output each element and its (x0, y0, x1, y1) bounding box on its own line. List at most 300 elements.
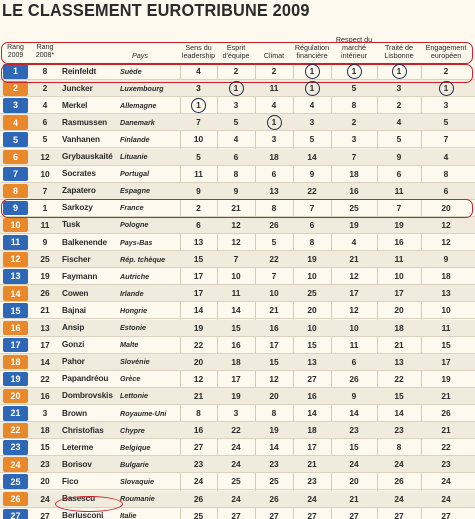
score-cell: 22 (307, 185, 317, 196)
score-cell: 21 (269, 305, 279, 316)
score-cell: 1 (233, 83, 239, 94)
score-cell: 9 (443, 254, 449, 265)
table-row (0, 217, 475, 234)
score-cell: 26 (269, 493, 279, 504)
table-row (0, 405, 475, 422)
score-cell: 7 (196, 117, 201, 128)
rank-2009-badge: 16 (3, 321, 28, 336)
score-cell: 16 (349, 185, 359, 196)
score-cell: 12 (193, 373, 204, 384)
score-cell: 6 (396, 168, 402, 179)
score-cell: 8 (233, 168, 239, 179)
rank-2009-badge: 10 (3, 218, 28, 233)
score-cell: 10 (441, 305, 451, 316)
score-cell: 23 (349, 425, 359, 436)
rank-2008-value: 24 (40, 493, 50, 504)
rank-2008-value: 5 (42, 134, 48, 145)
score-cell: 3 (351, 134, 357, 145)
score-cell: 27 (269, 510, 279, 519)
score-cell: 7 (443, 134, 449, 145)
rank-2009-badge: 8 (3, 184, 28, 199)
score-cell: 11 (441, 322, 451, 333)
leader-name: Grybauskaité (62, 152, 113, 161)
header-rank-2008: Rang 2008* (35, 44, 55, 59)
table-row (0, 456, 475, 473)
score-cell: 9 (351, 390, 357, 401)
rank-2009-badge: 1 (3, 64, 28, 79)
score-cell: 7 (351, 151, 357, 162)
score-cell: 15 (307, 339, 317, 350)
rank-2008-value: 13 (40, 322, 50, 333)
score-cell: 4 (196, 66, 201, 76)
rank-2008-value: 25 (40, 254, 50, 265)
rank-2008-value: 8 (42, 66, 48, 76)
score-cell: 16 (269, 322, 279, 333)
score-cell: 9 (196, 185, 201, 196)
country-name: Suède (120, 66, 142, 76)
score-cell: 27 (307, 373, 317, 384)
score-cell: 24 (193, 476, 204, 487)
score-cell: 19 (231, 390, 241, 401)
highlight-row-frame (1, 42, 473, 64)
score-cell: 6 (196, 219, 201, 230)
table-row (0, 473, 475, 490)
rank-2009-badge: 18 (3, 355, 28, 370)
score-cell: 14 (307, 151, 317, 162)
score-cell: 6 (271, 168, 277, 179)
best-score-circle (191, 98, 206, 113)
score-cell: 13 (269, 185, 279, 196)
score-cell: 4 (309, 100, 315, 111)
score-cell: 10 (231, 271, 241, 282)
leader-name: Rasmussen (62, 117, 108, 127)
score-cell: 19 (193, 322, 204, 333)
country-name: Irlande (120, 288, 144, 298)
country-name: Grèce (120, 374, 141, 384)
score-cell: 15 (231, 322, 241, 333)
score-cell: 1 (396, 66, 402, 76)
score-cell: 7 (396, 202, 402, 213)
score-cell: 9 (233, 185, 239, 196)
score-cell: 10 (269, 288, 279, 299)
score-cell: 20 (441, 202, 451, 213)
score-cell: 12 (441, 237, 451, 247)
country-name: Lettonie (120, 391, 148, 401)
score-cell: 24 (231, 442, 241, 453)
score-cell: 19 (269, 425, 279, 436)
score-cell: 24 (349, 459, 359, 470)
score-cell: 6 (443, 185, 449, 196)
score-cell: 1 (309, 66, 315, 76)
country-name: Lituanie (120, 152, 148, 161)
score-cell: 23 (394, 425, 404, 436)
country-name: Royaume-Uni (120, 408, 167, 418)
score-cell: 27 (441, 510, 451, 519)
score-cell: 24 (307, 493, 317, 504)
score-cell: 20 (394, 305, 404, 316)
score-cell: 8 (443, 168, 449, 179)
score-cell: 21 (441, 425, 451, 436)
score-cell: 14 (231, 305, 241, 316)
score-cell: 6 (351, 356, 357, 367)
country-name: Luxembourg (120, 83, 164, 93)
score-cell: 17 (269, 339, 279, 350)
score-cell: 23 (441, 459, 451, 470)
table-row (0, 166, 475, 183)
leader-name: Cowen (62, 288, 89, 298)
score-cell: 3 (396, 83, 402, 94)
country-name: Bulgarie (120, 459, 149, 469)
score-cell: 25 (307, 288, 317, 299)
score-cell: 8 (196, 408, 201, 418)
rank-2009-badge: 12 (3, 252, 28, 267)
country-name: Pologne (120, 220, 149, 230)
leader-name: Dombrovskis (62, 391, 113, 401)
score-cell: 5 (443, 117, 449, 128)
score-cell: 14 (193, 305, 204, 316)
score-cell: 12 (231, 237, 241, 247)
rank-2008-value: 9 (42, 237, 48, 247)
score-cell: 13 (307, 356, 317, 367)
rank-2008-value: 16 (40, 390, 50, 401)
table-row (0, 337, 475, 354)
rank-2009-badge: 6 (3, 150, 28, 165)
rank-2008-value: 23 (40, 459, 50, 470)
score-cell: 24 (441, 476, 451, 487)
score-cell: 8 (271, 202, 277, 213)
leader-name: Papandréou (62, 374, 109, 384)
leader-name: Ansip (62, 323, 85, 332)
table-row (0, 320, 475, 337)
score-cell: 5 (271, 237, 277, 247)
score-cell: 26 (193, 493, 204, 504)
score-cell: 16 (394, 237, 404, 247)
score-cell: 16 (231, 339, 241, 350)
rank-2008-value: 20 (40, 476, 50, 487)
country-name: France (120, 203, 144, 213)
leader-name: Tusk (62, 220, 81, 230)
header-climate: Climat (263, 51, 285, 60)
rank-2008-value: 12 (40, 151, 50, 162)
score-cell: 26 (441, 408, 451, 418)
score-cell: 24 (394, 459, 404, 470)
score-cell: 10 (394, 271, 404, 282)
leader-name: Fico (62, 476, 79, 486)
rank-2009-badge: 11 (3, 235, 28, 250)
score-cell: 2 (233, 66, 239, 76)
score-cell: 23 (193, 459, 204, 470)
score-cell: 3 (233, 100, 239, 111)
score-cell: 25 (231, 476, 241, 487)
score-cell: 16 (307, 390, 317, 401)
leader-name: Bajnai (62, 305, 86, 315)
rank-2009-badge: 2 (3, 81, 28, 96)
score-cell: 13 (441, 288, 451, 299)
rank-2008-value: 19 (40, 271, 50, 282)
header-rank-2009: Rang 2009 (7, 44, 24, 59)
score-cell: 4 (351, 237, 357, 247)
country-name: Estonie (120, 323, 146, 332)
score-cell: 12 (231, 219, 241, 230)
rank-2009-badge: 21 (3, 406, 28, 421)
score-cell: 22 (231, 425, 241, 436)
leader-name: Borisov (62, 459, 92, 469)
rank-2008-value: 18 (40, 425, 50, 436)
rank-2008-value: 15 (40, 442, 50, 453)
score-cell: 11 (194, 168, 203, 179)
score-cell: 19 (307, 254, 317, 265)
score-cell: 20 (269, 390, 279, 401)
best-score-circle (305, 81, 320, 96)
leader-name: Faymann (62, 271, 98, 281)
score-cell: 27 (349, 510, 359, 519)
score-cell: 26 (394, 476, 404, 487)
country-name: Allemagne (120, 100, 157, 110)
score-cell: 14 (269, 442, 279, 453)
score-cell: 21 (394, 339, 404, 350)
score-cell: 5 (196, 151, 201, 162)
rank-2009-badge: 26 (3, 492, 28, 507)
header-financial-regulation: Régulation financière (294, 43, 330, 60)
table-row (0, 97, 475, 114)
rank-2009-badge: 27 (3, 509, 28, 519)
table-row (0, 268, 475, 285)
score-cell: 11 (394, 254, 404, 265)
score-cell: 11 (269, 83, 279, 94)
score-cell: 15 (441, 339, 451, 350)
table-row (0, 131, 475, 148)
score-cell: 24 (231, 459, 241, 470)
score-cell: 22 (193, 339, 204, 350)
header-leadership: Sens du leadership (181, 43, 216, 60)
score-cell: 4 (233, 134, 239, 145)
score-cell: 22 (269, 254, 279, 265)
score-cell: 2 (351, 117, 357, 128)
country-name: Chypre (120, 425, 145, 435)
score-cell: 18 (441, 271, 451, 282)
highlight-name-ellipse (55, 496, 123, 512)
score-cell: 1 (309, 83, 315, 94)
score-cell: 3 (233, 408, 239, 418)
rank-2008-value: 11 (40, 219, 50, 230)
score-cell: 1 (443, 83, 449, 94)
rank-2008-value: 7 (42, 185, 48, 196)
score-cell: 11 (231, 288, 241, 299)
score-cell: 9 (396, 151, 402, 162)
score-cell: 19 (349, 219, 359, 230)
score-cell: 27 (307, 510, 317, 519)
rank-2009-badge: 17 (3, 338, 28, 353)
score-cell: 18 (349, 168, 359, 179)
score-cell: 8 (396, 442, 402, 453)
score-cell: 24 (394, 493, 404, 504)
score-cell: 27 (394, 510, 404, 519)
rank-2008-value: 22 (40, 373, 50, 384)
score-cell: 17 (193, 288, 204, 299)
score-cell: 25 (349, 202, 359, 213)
score-cell: 2 (396, 100, 402, 111)
score-cell: 21 (231, 202, 241, 213)
score-cell: 12 (269, 373, 279, 384)
score-cell: 9 (309, 168, 315, 179)
score-cell: 21 (349, 254, 359, 265)
score-cell: 23 (307, 476, 317, 487)
score-cell: 22 (441, 442, 451, 453)
rank-2009-badge: 15 (3, 303, 28, 318)
score-cell: 7 (309, 202, 315, 213)
score-cell: 24 (441, 493, 451, 504)
score-cell: 5 (396, 134, 402, 145)
score-cell: 3 (443, 100, 449, 111)
leader-name: Leterme (62, 442, 94, 452)
score-cell: 21 (307, 459, 317, 470)
score-cell: 14 (307, 408, 317, 418)
score-cell: 11 (394, 185, 404, 196)
score-cell: 15 (193, 254, 204, 265)
score-cell: 15 (349, 442, 359, 453)
score-cell: 17 (349, 288, 359, 299)
score-cell: 5 (351, 83, 357, 94)
rank-2009-badge: 22 (3, 423, 28, 438)
leader-name: Zapatero (62, 186, 96, 196)
best-score-circle (229, 81, 244, 96)
country-name: Autriche (120, 271, 150, 281)
rank-2009-badge: 13 (3, 269, 28, 284)
score-cell: 17 (193, 271, 204, 282)
rank-2008-value: 21 (40, 305, 50, 316)
score-cell: 25 (193, 510, 204, 519)
leader-name: Reinfeldt (62, 66, 97, 76)
score-cell: 27 (231, 510, 241, 519)
country-name: Finlande (120, 134, 150, 144)
rank-2009-badge: 25 (3, 474, 28, 489)
score-cell: 12 (441, 219, 451, 230)
score-cell: 10 (307, 322, 317, 333)
best-score-circle (305, 64, 320, 79)
leader-name: Fischer (62, 254, 91, 264)
country-name: Belgique (120, 442, 151, 452)
score-cell: 25 (269, 476, 279, 487)
score-cell: 15 (394, 390, 404, 401)
table-row (0, 302, 475, 319)
score-cell: 10 (193, 134, 204, 145)
table-row (0, 234, 475, 251)
score-cell: 26 (269, 219, 279, 230)
rank-2008-value: 26 (40, 288, 50, 299)
country-name: Roumanie (120, 494, 155, 503)
score-cell: 20 (349, 476, 359, 487)
score-cell: 18 (307, 425, 317, 436)
header-lisbon-treaty: Traité de Lisbonne (384, 43, 414, 60)
header-european-commitment: Engagement européen (425, 43, 467, 60)
score-cell: 12 (349, 271, 359, 282)
score-cell: 3 (309, 117, 315, 128)
rank-2008-value: 4 (42, 100, 48, 111)
header-country: Pays (132, 51, 148, 60)
score-cell: 21 (441, 390, 451, 401)
header-team-spirit: Esprit d'équipe (222, 43, 250, 60)
rank-2009-badge: 23 (3, 440, 28, 455)
rank-2009-badge: 4 (3, 115, 28, 130)
country-name: Hongrie (120, 305, 148, 315)
best-score-circle (392, 64, 407, 79)
leader-name: Christofias (62, 425, 104, 435)
score-cell: 2 (196, 202, 201, 213)
table-row (0, 422, 475, 439)
rank-2008-value: 2 (42, 83, 48, 94)
score-cell: 20 (307, 305, 317, 316)
score-cell: 12 (349, 305, 359, 316)
table-row (0, 388, 475, 405)
country-name: Malte (120, 340, 139, 350)
score-cell: 8 (271, 408, 277, 418)
leader-name: Balkenende (62, 237, 107, 247)
score-cell: 4 (271, 100, 277, 111)
score-cell: 17 (441, 356, 451, 367)
rank-2009-badge: 7 (3, 167, 28, 182)
leader-name: Berlusconi (62, 511, 104, 519)
score-cell: 7 (271, 271, 277, 282)
score-cell: 5 (309, 134, 315, 145)
country-name: Pays-Bas (120, 237, 153, 247)
score-cell: 10 (349, 322, 359, 333)
score-cell: 16 (193, 425, 204, 436)
rank-2008-value: 14 (40, 356, 50, 367)
score-cell: 18 (269, 151, 279, 162)
score-cell: 3 (271, 134, 277, 145)
table-row (0, 251, 475, 268)
country-name: Italie (120, 511, 137, 519)
score-cell: 2 (443, 66, 449, 76)
score-cell: 6 (309, 219, 315, 230)
score-cell: 27 (193, 442, 204, 453)
rank-2008-value: 3 (42, 408, 48, 418)
rank-2009-badge: 3 (3, 98, 28, 113)
score-cell: 5 (233, 117, 239, 128)
score-cell: 4 (443, 151, 449, 162)
best-score-circle (439, 81, 454, 96)
country-name: Slovaquie (120, 476, 154, 486)
score-cell: 22 (394, 373, 404, 384)
score-cell: 19 (441, 373, 451, 384)
score-cell: 13 (394, 356, 404, 367)
score-cell: 2 (271, 66, 277, 76)
leader-name: Juncker (62, 83, 93, 93)
score-cell: 15 (269, 356, 279, 367)
leader-name: Merkel (62, 100, 88, 110)
score-cell: 4 (396, 117, 402, 128)
rank-2008-value: 27 (40, 510, 50, 519)
score-cell: 3 (196, 83, 201, 94)
highlight-row-frame (1, 199, 473, 218)
leader-name: Basescu (62, 494, 95, 503)
best-score-circle (347, 64, 362, 79)
score-cell: 7 (233, 254, 239, 265)
table-row (0, 183, 475, 200)
table-row (0, 371, 475, 388)
score-cell: 8 (309, 237, 315, 247)
rank-2009-badge: 5 (3, 132, 28, 147)
footer-cropped-text (0, 512, 240, 519)
rank-2009-badge: 14 (3, 286, 28, 301)
score-cell: 1 (351, 66, 357, 76)
rank-2008-value: 10 (40, 168, 50, 179)
leader-name: Vanhanen (62, 134, 100, 144)
rank-2009-badge: 24 (3, 457, 28, 472)
best-score-circle (267, 115, 282, 130)
leader-name: Gonzi (62, 340, 85, 350)
score-cell: 10 (307, 271, 317, 282)
